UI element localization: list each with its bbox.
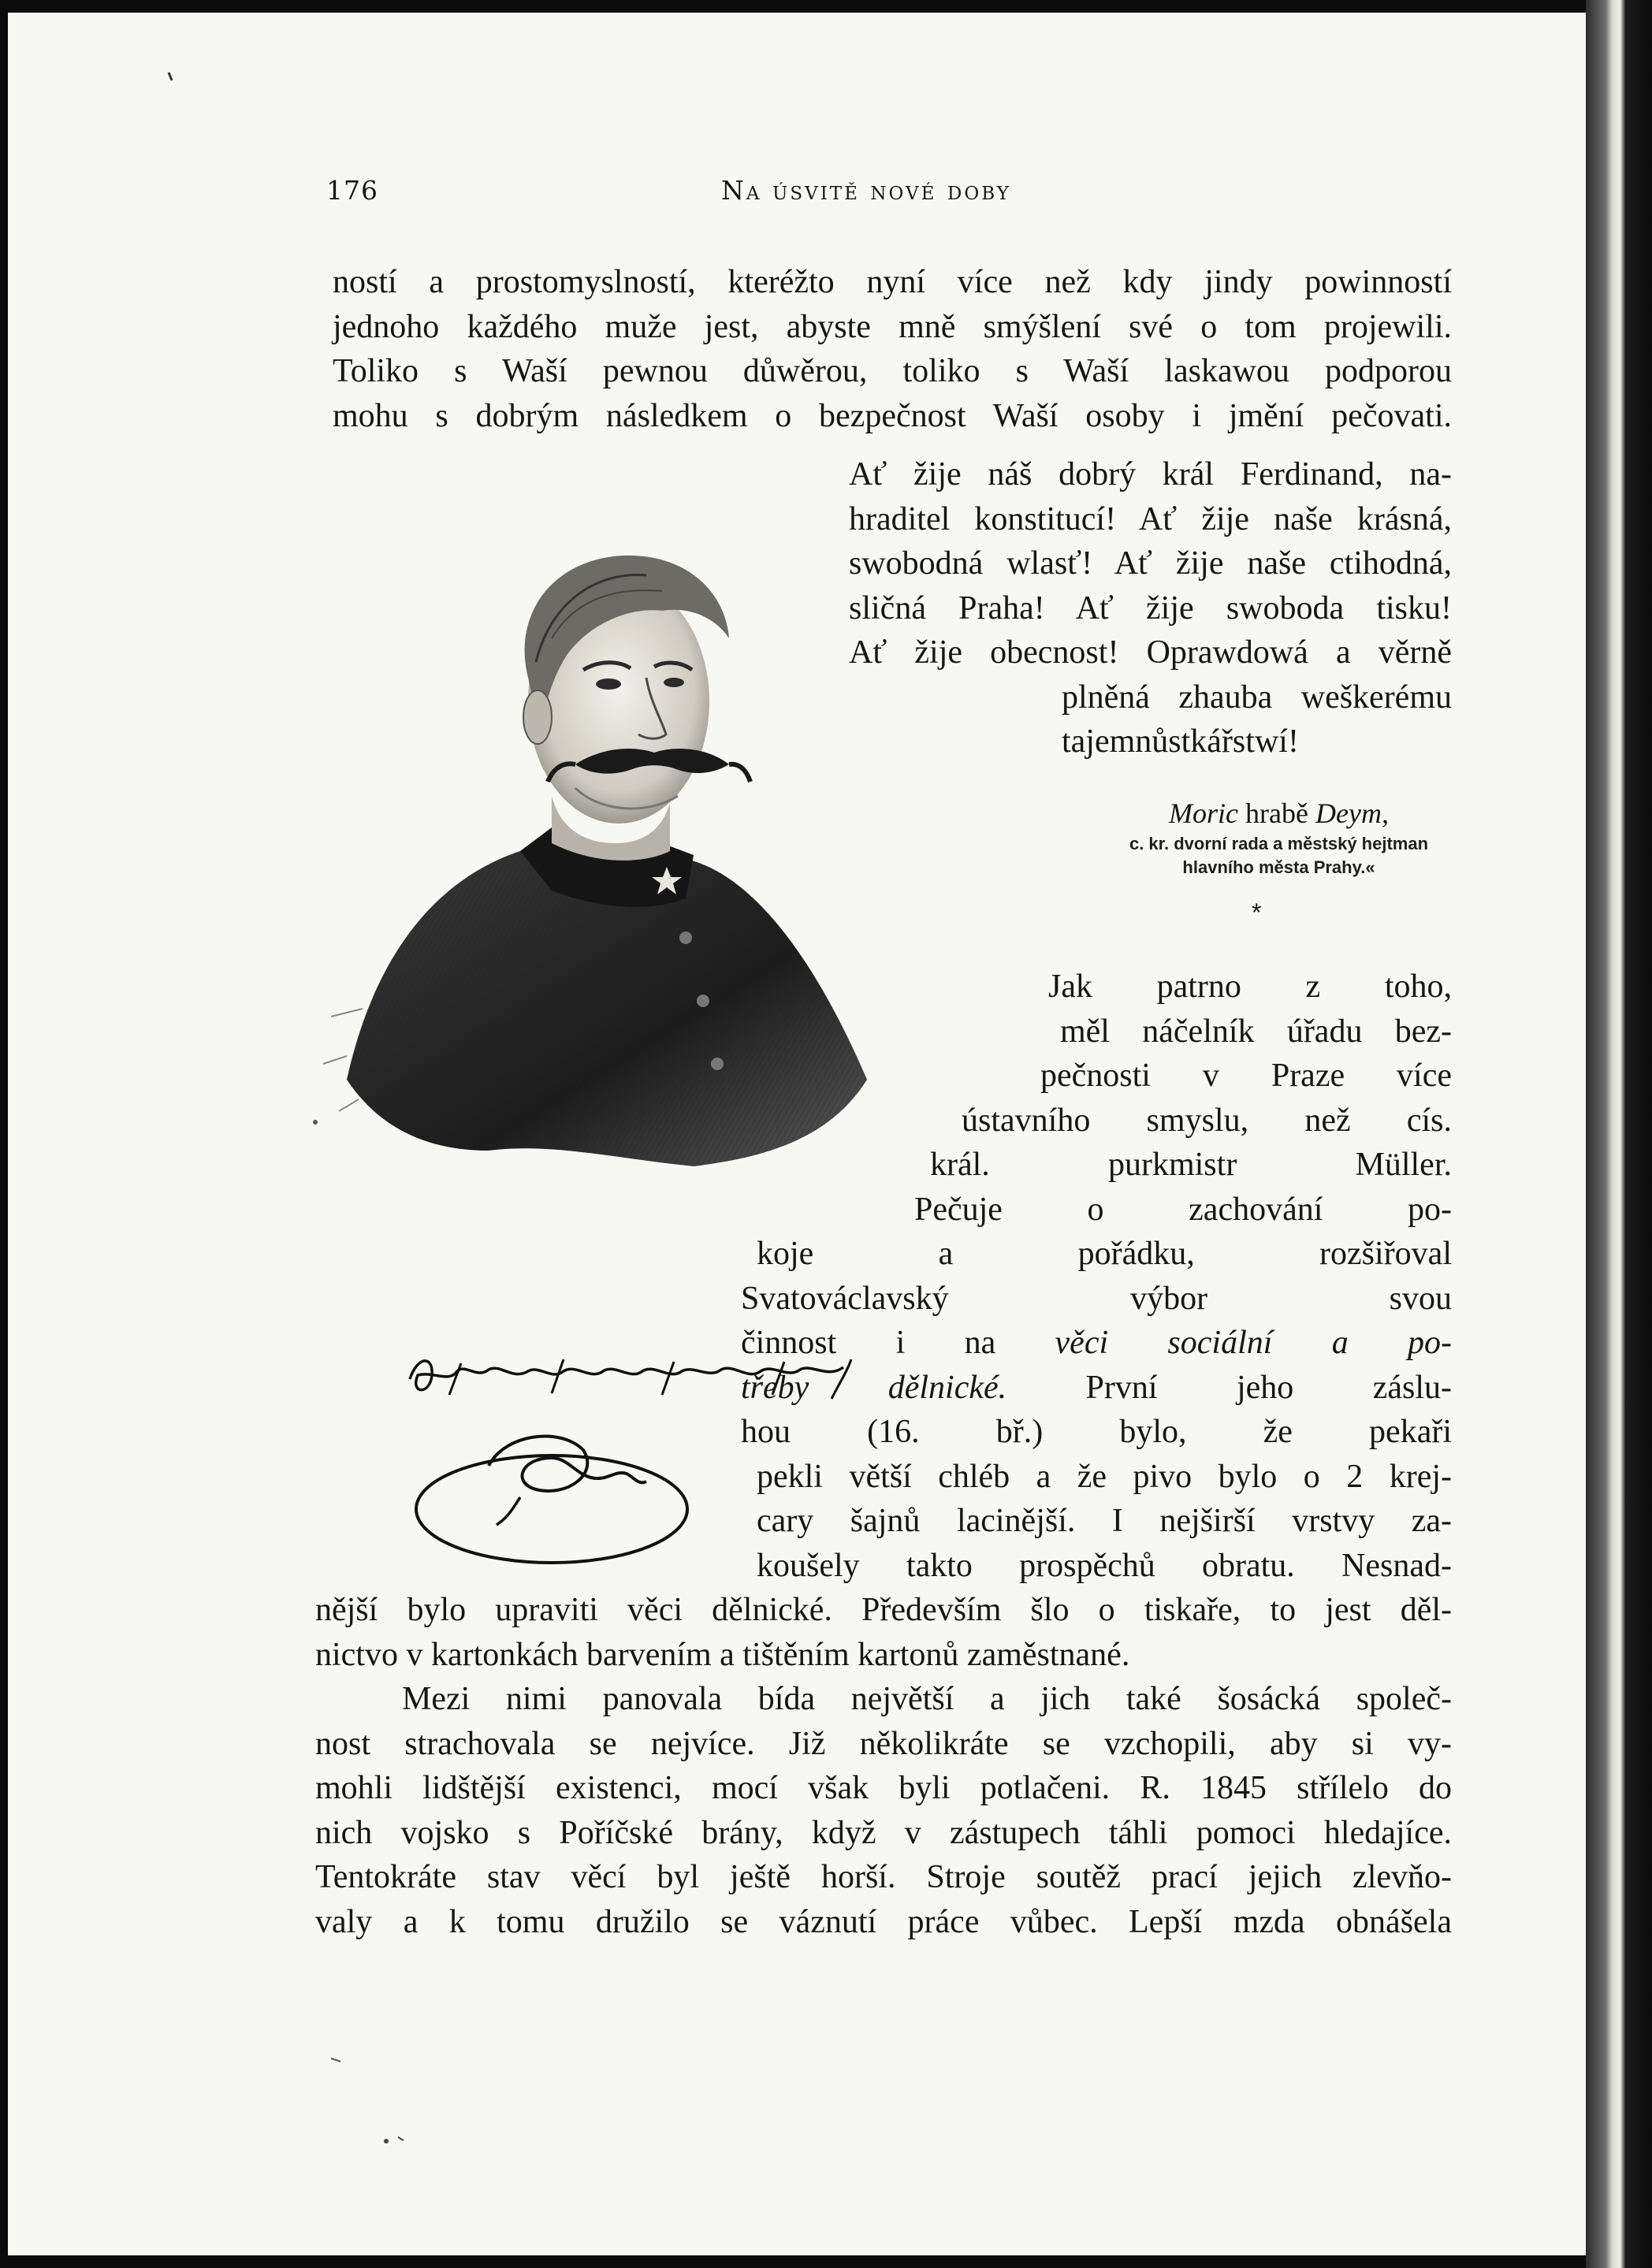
- text-segment: První jeho záslu-: [1006, 1369, 1452, 1406]
- text-line: ností a prostomyslností, kteréžto nyní více než kdy jindy powinností: [333, 264, 1452, 300]
- text-line: cary šajnů lacinější. I nejširší vrstvy za-: [757, 1503, 1452, 1539]
- text-line: pekli větší chléb a že pivo bylo o 2 krej-: [757, 1458, 1452, 1495]
- signature-first-name: Moric: [1169, 798, 1239, 829]
- text-line: ústavního smyslu, než cís.: [962, 1102, 1452, 1139]
- text-line: nost strachovala se nejvíce. Již několikráte se vzchopili, aby si vy-: [315, 1725, 1452, 1762]
- proclamation: [849, 452, 1452, 764]
- text-line: mohli lidštější existenci, mocí však byli potlačeni. R. 1845 střílelo do: [315, 1770, 1452, 1806]
- section-separator: *: [1252, 898, 1262, 927]
- text-line: Svatováclavský výbor svou: [741, 1280, 1452, 1317]
- text-line: hraditel konstitucí! Ať žije naše krásná,: [849, 500, 1452, 537]
- text-line: měl náčelník úřadu bez-: [1060, 1013, 1452, 1050]
- text-line: král. purkmistr Müller.: [930, 1147, 1452, 1183]
- text-line: Toliko s Waší pewnou důwěrou, toliko s Waší laskawou podporou: [333, 353, 1452, 389]
- signature-name: [1103, 794, 1454, 832]
- running-title: Na úsvitě nové doby: [721, 175, 1011, 206]
- text-line: hou (16. bř.) bylo, že pekaři: [741, 1414, 1452, 1450]
- text-line: Mezi nimi panovala bída největší a jich také šosácká společ-: [402, 1681, 1452, 1717]
- text-line: nější bylo upraviti věci dělnické. Především šlo o tiskaře, to jest děl-: [315, 1592, 1452, 1628]
- text-line: koušely takto prospěchů obratu. Nesnad-: [757, 1547, 1452, 1584]
- signature-title: hrabě: [1245, 798, 1308, 829]
- signature-last-name: Deym,: [1315, 798, 1389, 829]
- text-line: koje a pořádku, rozšiřoval: [757, 1236, 1452, 1272]
- signature-office: hlavního města Prahy.«: [1182, 857, 1375, 877]
- italic-phrase: věci sociální a po-: [1055, 1325, 1452, 1361]
- signature-block: [1103, 794, 1454, 879]
- text-line: mohu s dobrým následkem o bezpečnost Waší osoby i jmění pečovati.: [333, 397, 1452, 434]
- text-line: Pečuje o zachování po-: [914, 1191, 1452, 1228]
- text-line: Jak patrno z toho,: [1048, 969, 1452, 1005]
- body-text: [315, 965, 1452, 1944]
- top-paragraph: [333, 260, 1452, 438]
- text-line: Ať žije náš dobrý král Ferdinand, na-: [849, 456, 1452, 493]
- text-line: nich vojsko s Poříčské brány, když v zástupech táhli pomoci hledajíce.: [315, 1814, 1452, 1851]
- coat-button: [679, 931, 692, 944]
- text-line: nictvo v kartonkách barvením a tištěním kartonů zaměstnané.: [315, 1636, 1130, 1673]
- text-line: pečnosti v Praze více: [1040, 1058, 1452, 1094]
- text-line: Ať žije obecnost! Oprawdowá a věrně: [849, 634, 1452, 671]
- text-segment: činnost i na: [741, 1325, 1055, 1361]
- text-line: sličná Praha! Ať žije swoboda tisku!: [849, 589, 1452, 626]
- book-edge: [1586, 0, 1652, 2268]
- text-line: Tentokráte stav věcí byl ještě horší. Stroje soutěž prací jejich zlevňo-: [315, 1859, 1452, 1895]
- text-line: tajemnůstkářstwí!: [1062, 723, 1299, 760]
- text-line: valy a k tomu družilo se váznutí práce vůbec. Lepší mzda obnášela: [315, 1903, 1452, 1940]
- italic-phrase: třeby dělnické.: [741, 1369, 1007, 1406]
- text-line: swobodná wlasť! Ať žije naše ctihodná,: [849, 545, 1452, 582]
- text-line: plněná zhauba weškerému: [1062, 679, 1452, 716]
- text-line: [315, 1321, 1452, 1366]
- text-line: jednoho každého muže jest, abyste mně smýšlení své o tom projewili.: [333, 308, 1452, 345]
- text-line: [315, 1366, 1452, 1411]
- page-number: 176: [326, 175, 378, 206]
- signature-office: c. kr. dvorní rada a městský hejtman: [1129, 834, 1429, 853]
